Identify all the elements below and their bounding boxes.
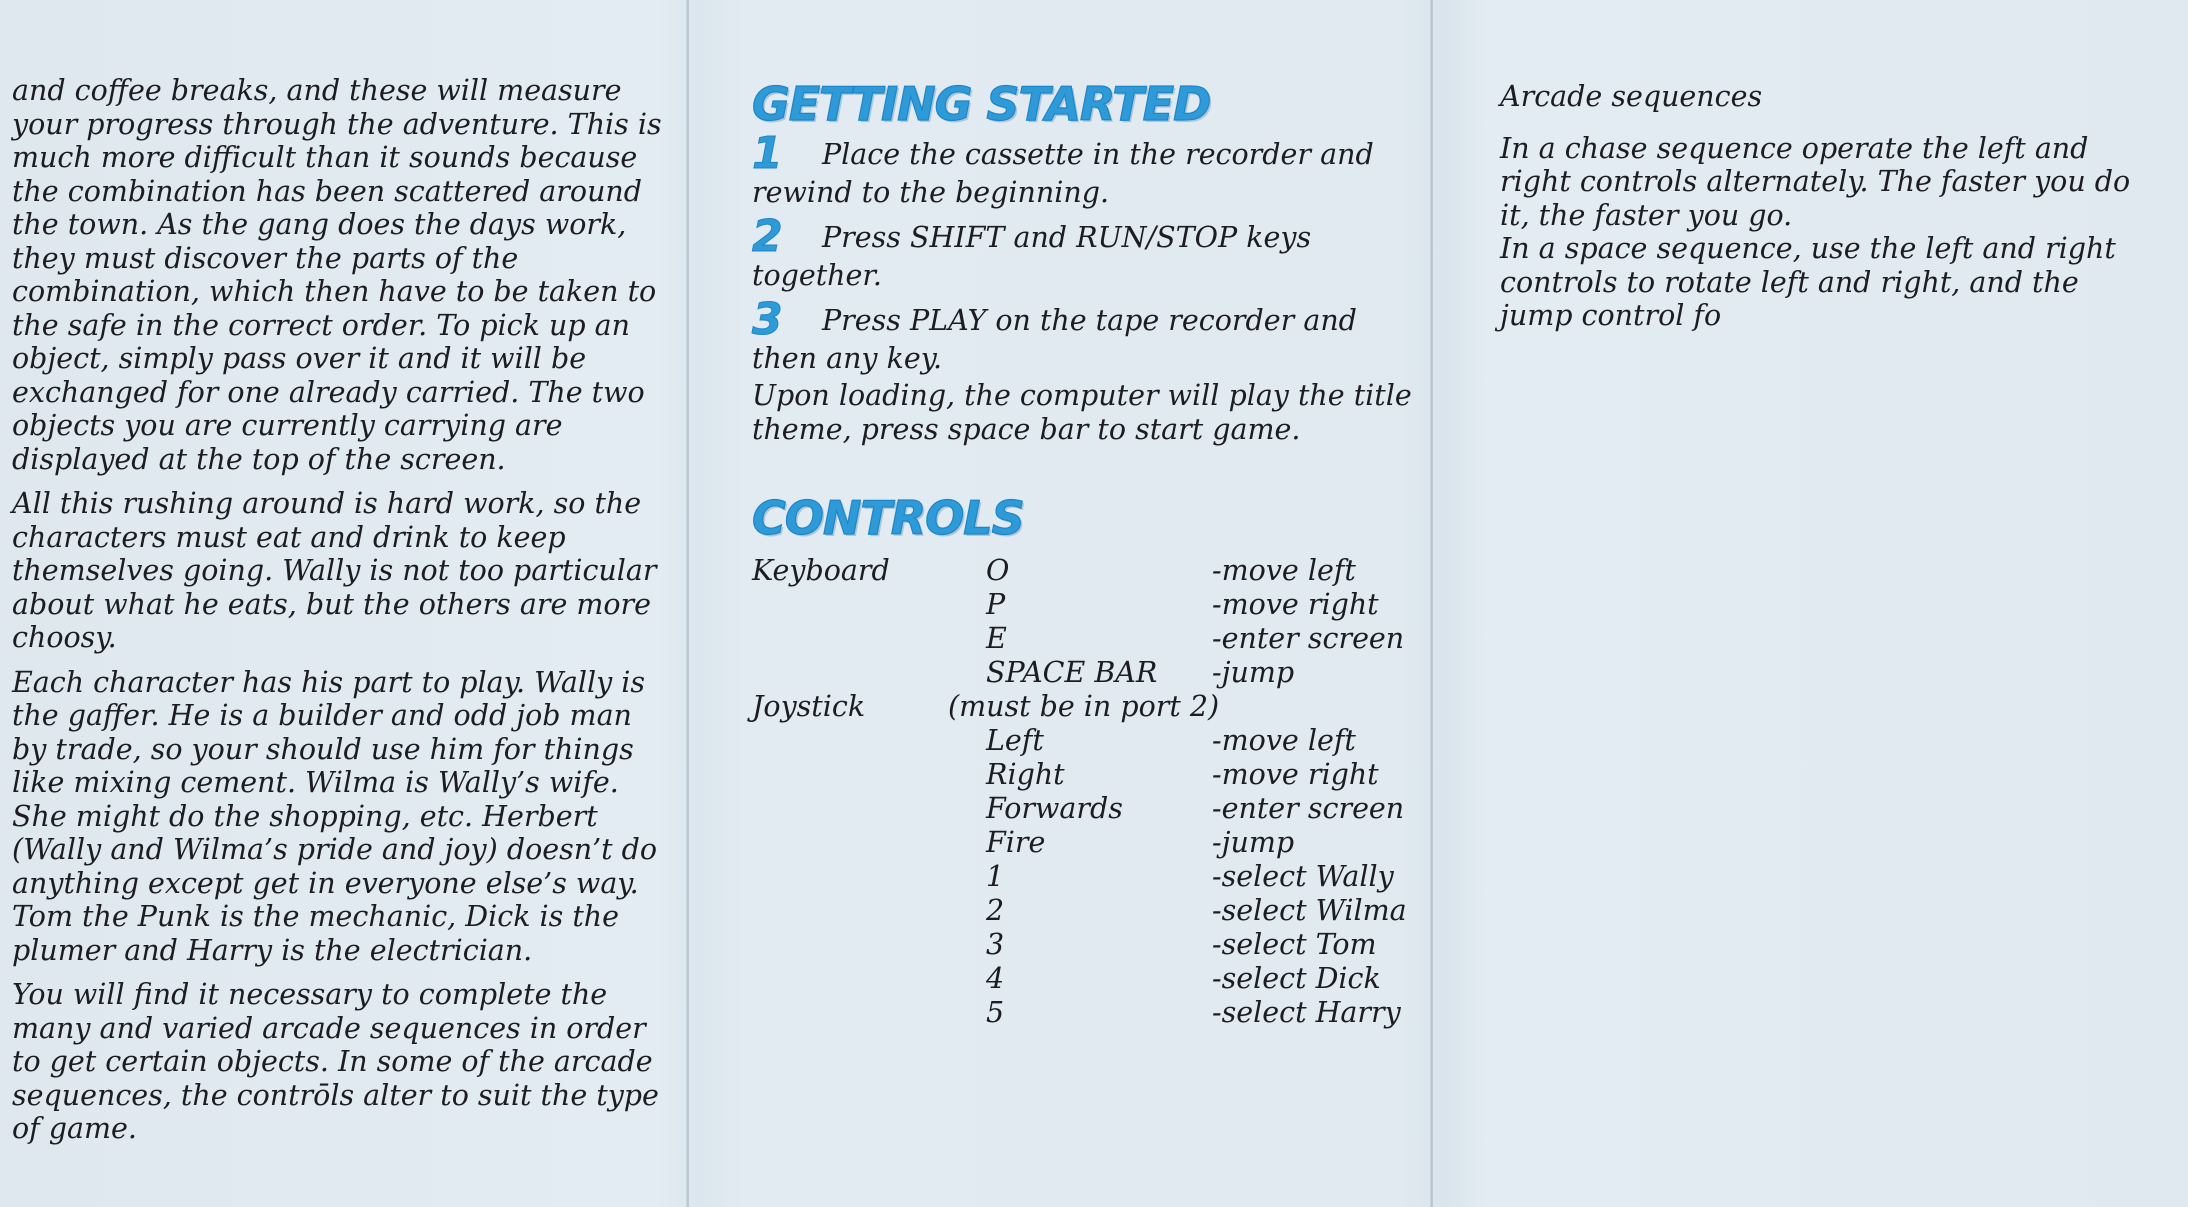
joystick-note: (must be in port 2) xyxy=(948,690,1220,723)
control-action: -select Wally xyxy=(1212,860,1394,893)
step-text: Press SHIFT and RUN/STOP keys together. xyxy=(752,221,1312,292)
step-text: Place the cassette in the recorder and rewind to the beginning. xyxy=(752,138,1374,209)
control-key: Left xyxy=(986,724,1044,757)
step-text: Press PLAY on the tape recorder and then any key. xyxy=(752,304,1357,375)
control-key: 4 xyxy=(986,962,1005,995)
control-key: P xyxy=(986,588,1006,621)
paragraph: Each character has his part to play. Wally is the gaffer. He is a builder and odd job man by trade, so your should use him for things like mixing cement. Wilma is Wally’s wife. She might do the shopping, etc. Herbert (Wally and Wilma’s pride and joy) doesn’t do anything except get in everyone else’s way. Tom the Punk is the mechanic, Dick is the plumer and Harry is the electrician. xyxy=(12,665,658,967)
control-key: Forwards xyxy=(986,792,1123,825)
control-action: -move left xyxy=(1212,724,1356,757)
control-key: 1 xyxy=(986,860,1005,893)
control-action: -select Tom xyxy=(1212,928,1377,961)
step-number: 1 xyxy=(752,128,783,179)
left-panel xyxy=(12,74,672,1146)
arcade-title: Arcade sequences xyxy=(1500,80,1763,113)
control-action: -enter screen xyxy=(1212,792,1405,825)
control-action: -move left xyxy=(1212,554,1356,587)
control-action: -select Harry xyxy=(1212,996,1401,1029)
control-action: -select Wilma xyxy=(1212,894,1407,927)
control-key: SPACE BAR xyxy=(986,656,1158,689)
keyboard-label: Keyboard xyxy=(752,554,890,587)
space-paragraph: In a space sequence, use the left and right controls to rotate left and right, and the jump control fo xyxy=(1500,232,2116,332)
paragraph: You will find it necessary to complete the many and varied arcade sequences in order to get certain objects. In some of the arcade sequences, the contrōls alter to suit the type of game. xyxy=(12,978,659,1145)
middle-panel xyxy=(752,77,1412,1029)
step-number: 3 xyxy=(752,294,783,345)
controls-heading: CONTROLS xyxy=(752,491,1024,545)
paragraph: All this rushing around is hard work, so the characters must eat and drink to keep themselves going. Wally is not too particular about what he eats, but the others are more choosy. xyxy=(12,487,657,654)
control-key: 3 xyxy=(986,928,1005,961)
paragraph: and coffee breaks, and these will measure your progress through the adventure. This is much more difficult than it sounds because the combination has been scattered around the town. As the gang does the days work, they must discover the parts of the combination, which then have to be taken to the safe in the correct order. To pick up an object, simply pass over it and it will be exchanged for one already carried. The two objects you are currently carrying are displayed at the top of the screen. xyxy=(12,74,662,476)
getting-started-heading: GETTING STARTED xyxy=(752,77,1211,131)
control-key: 5 xyxy=(986,996,1005,1029)
control-action: -jump xyxy=(1212,656,1295,689)
joystick-label: Joystick xyxy=(752,690,866,723)
control-action: -move right xyxy=(1212,588,1379,621)
control-action: -select Dick xyxy=(1212,962,1381,995)
control-action: -move right xyxy=(1212,758,1379,791)
panel-fold xyxy=(1430,0,1434,1207)
loading-note: Upon loading, the computer will play the title theme, press space bar to start game. xyxy=(752,379,1412,446)
step-number: 2 xyxy=(752,211,783,262)
right-panel xyxy=(1500,80,2140,333)
step-item xyxy=(752,211,1412,296)
control-key: Right xyxy=(986,758,1065,791)
step-item xyxy=(752,128,1412,213)
control-action: -jump xyxy=(1212,826,1295,859)
controls-table xyxy=(752,554,1412,1029)
control-key: Fire xyxy=(986,826,1046,859)
step-item xyxy=(752,294,1412,379)
control-key: O xyxy=(986,554,1010,587)
control-key: 2 xyxy=(986,894,1005,927)
chase-paragraph: In a chase sequence operate the left and right controls alternately. The faster you do it, the faster you go. xyxy=(1500,131,2131,232)
control-action: -enter screen xyxy=(1212,622,1405,655)
control-key: E xyxy=(986,622,1007,655)
panel-fold xyxy=(686,0,690,1207)
